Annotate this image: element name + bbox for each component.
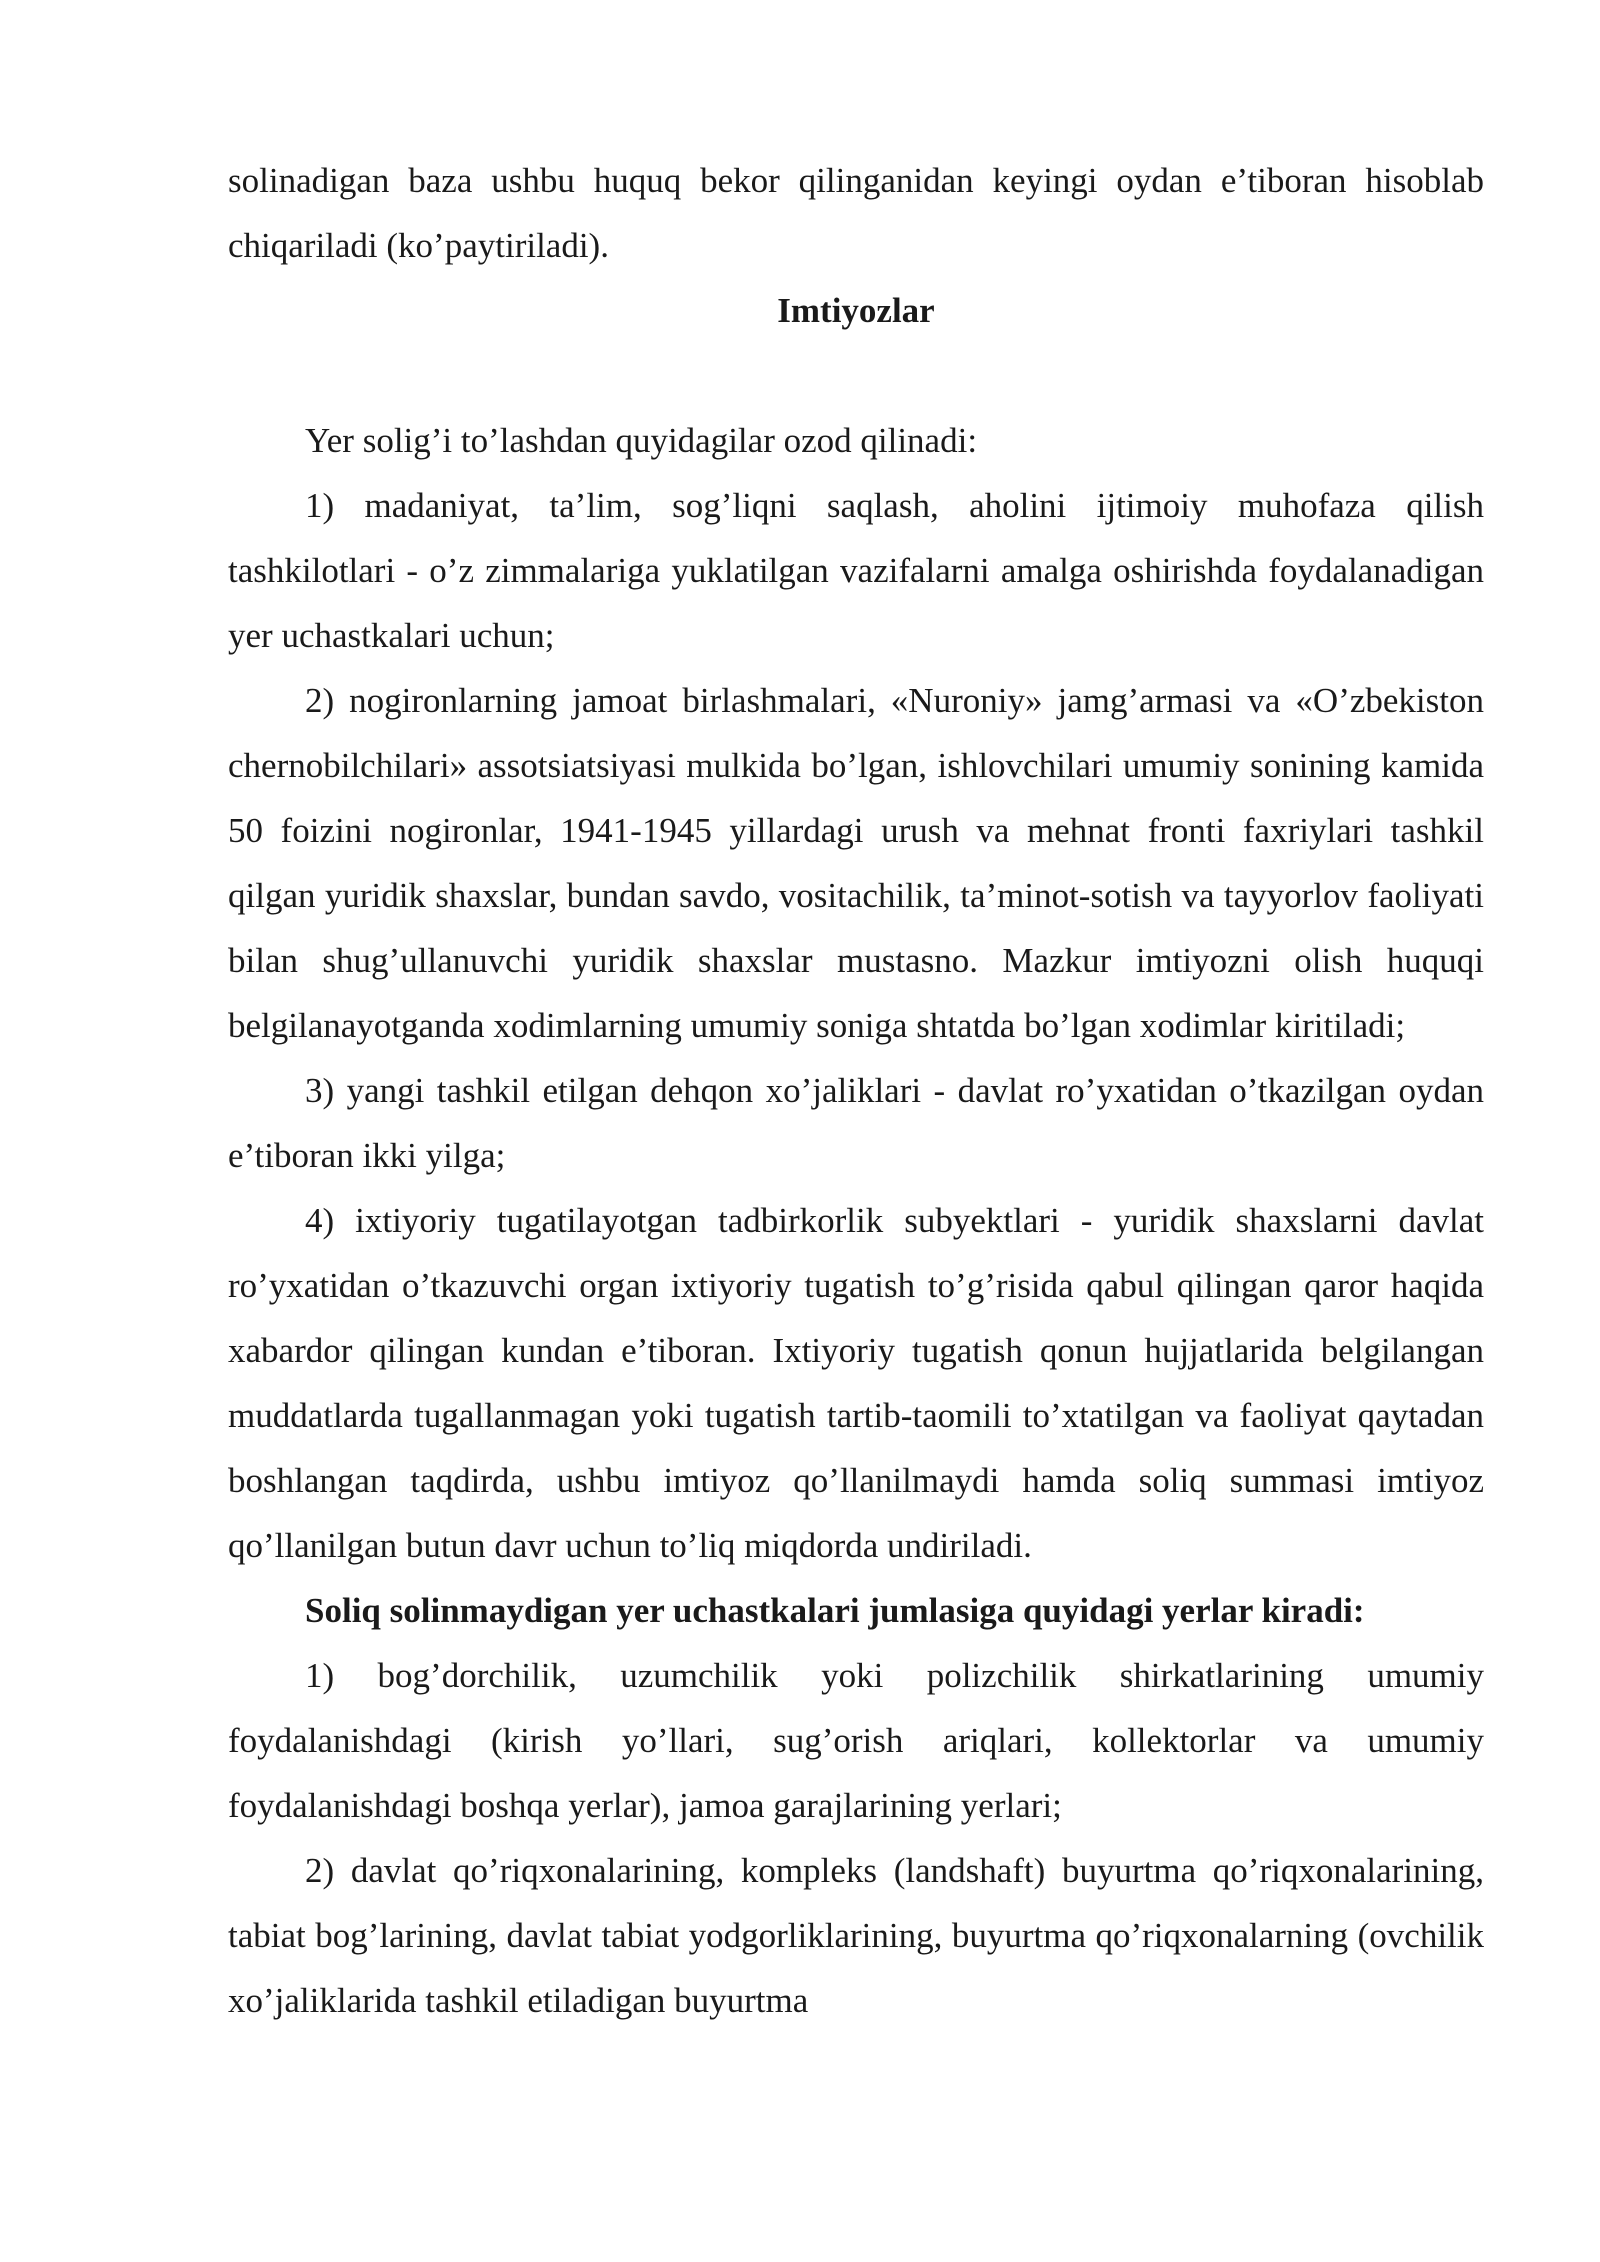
list-item-untaxed-2: 2) davlat qo’riqxonalarining, kompleks (landshaft) buyurtma qo’riqxonalarining, tabiat bog’larining, davlat tabiat yodgorliklarining, buyurtma qo’riqxonalarning (ovchilik xo’jaliklarida tashkil etiladigan buyurtma [228,1851,1484,2020]
subheading: Soliq solinmaydigan yer uchastkalari jumlasiga quyidagi yerlar kiradi: [305,1591,1365,1630]
paragraph-continuation: solinadigan baza ushbu huquq bekor qilinganidan keyingi oydan e’tiboran hisoblab chiqariladi (ko’paytiriladi). [228,161,1484,265]
list-item-exemption-2: 2) nogironlarning jamoat birlashmalari, «Nuroniy» jamg’armasi va «O’zbekiston chernobilchilari» assotsiatsiyasi mulkida bo’lgan, ishlovchilari umumiy sonining kamida 50 foizini nogironlar, 1941-1945 yillardagi urush va mehnat fronti faxriylari tashkil qilgan yuridik shaxslar, bundan savdo, vositachilik, ta’minot-sotish va tayyorlov faoliyati bilan shug’ullanuvchi yuridik shaxslar mustasno. Mazkur imtiyozni olish huquqi belgilanayotganda xodimlarning umumiy soniga shtatda bo’lgan xodimlar kiritiladi; [228,681,1484,1045]
list-item-exemption-4: 4) ixtiyoriy tugatilayotgan tadbirkorlik subyektlari - yuridik shaxslarni davlat ro’yxatidan o’tkazuvchi organ ixtiyoriy tugatish to’g’risida qabul qilingan qaror haqida xabardor qilingan kundan e’tiboran. Ixtiyoriy tugatish qonun hujjatlarida belgilangan muddatlarda tugallanmagan yoki tugatish tartib-taomili to’xtatilgan va faoliyat qaytadan boshlangan taqdirda, ushbu imtiyoz qo’llanilmaydi hamda soliq summasi imtiyoz qo’llanilgan butun davr uchun to’liq miqdorda undiriladi. [228,1201,1484,1565]
document-page [228,148,1484,2033]
list-item-untaxed-1: 1) bog’dorchilik, uzumchilik yoki polizchilik shirkatlarining umumiy foydalanishdagi (kirish yo’llari, sug’orish ariqlari, kollektorlar va umumiy foydalanishdagi boshqa yerlar), jamoa garajlarining yerlari; [228,1656,1484,1825]
list-item-exemption-3: 3) yangi tashkil etilgan dehqon xo’jaliklari - davlat ro’yxatidan o’tkazilgan oydan e’tiboran ikki yilga; [228,1071,1484,1175]
section-title: Imtiyozlar [777,291,935,330]
list-item-exemption-1: 1) madaniyat, ta’lim, sog’liqni saqlash, aholini ijtimoiy muhofaza qilish tashkilotlari - o’z zimmalariga yuklatilgan vazifalarni amalga oshirishda foydalanadigan yer uchastkalari uchun; [228,486,1484,655]
intro-paragraph: Yer solig’i to’lashdan quyidagilar ozod qilinadi: [305,421,978,460]
